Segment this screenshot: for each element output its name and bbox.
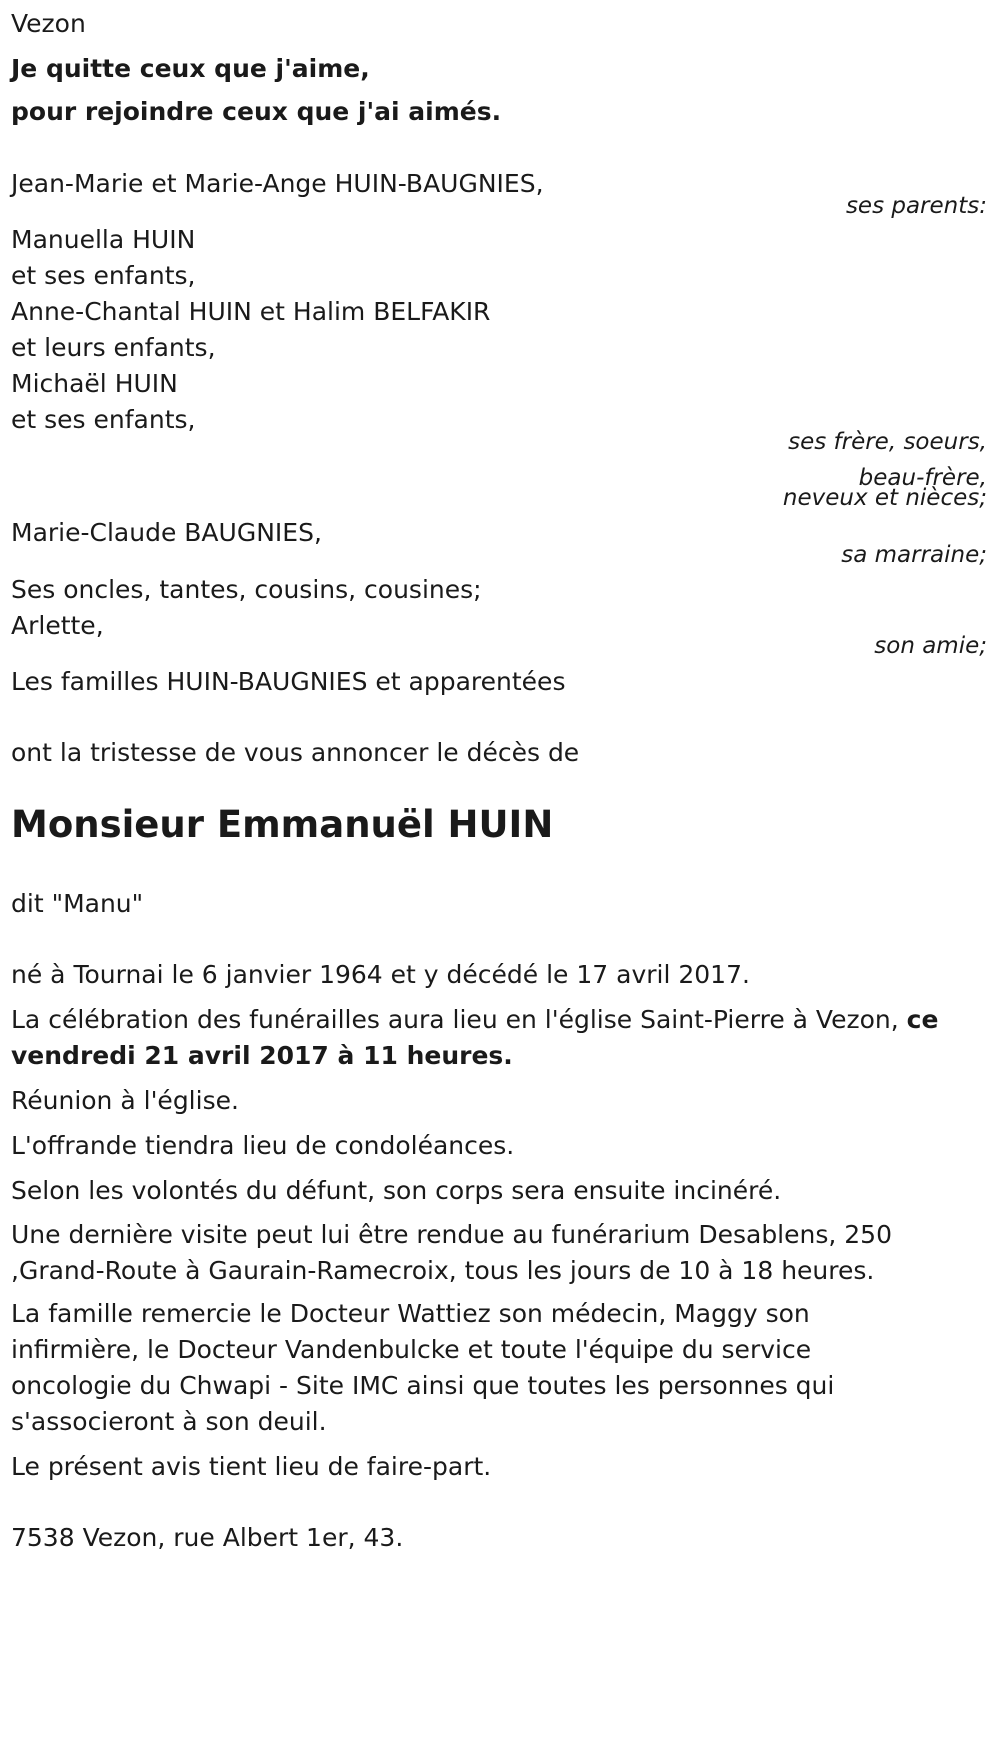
deceased-name: Monsieur Emmanuël HUIN [11,803,554,846]
ceremony-line-2: vendredi 21 avril 2017 à 11 heures. [11,1041,513,1070]
inlaw-role-line-2: neveux et nièces; [782,485,987,511]
ceremony-text: La célébration des funérailles aura lieu en l'église Saint-Pierre à Vezon, [11,1005,899,1034]
parents-role: ses parents: [845,193,987,219]
meeting-line: Réunion à l'église. [11,1086,239,1115]
quote-line-1: Je quitte ceux que j'aime, [11,54,370,83]
cremation-line: Selon les volontés du défunt, son corps sera ensuite incinéré. [11,1176,782,1205]
location-label: Vezon [11,9,86,38]
notice-line: Le présent avis tient lieu de faire-part. [11,1452,492,1481]
sibling-2-name: Anne-Chantal HUIN et Halim BELFAKIR [11,297,491,326]
thanks-line-2: infirmière, le Docteur Vandenbulcke et toute l'équipe du service [11,1335,812,1364]
ceremony-text-bold: ce [906,1005,939,1034]
friend-role: son amie; [874,633,987,659]
birth-death-line: né à Tournai le 6 janvier 1964 et y décédé le 17 avril 2017. [11,960,750,989]
sibling-3-name: Michaël HUIN [11,369,178,398]
announcement-intro: ont la tristesse de vous annoncer le décès de [11,738,580,767]
thanks-line-1: La famille remercie le Docteur Wattiez son médecin, Maggy son [11,1299,810,1328]
offering-line: L'offrande tiendra lieu de condoléances. [11,1131,515,1160]
sibling-2-children: et leurs enfants, [11,333,216,362]
inlaw-role-line-1: beau-frère, [858,465,987,491]
friend-name: Arlette, [11,611,104,640]
thanks-line-3: oncologie du Chwapi - Site IMC ainsi que toutes les personnes qui [11,1371,835,1400]
godmother-role: sa marraine; [841,542,987,568]
sibling-1-name: Manuella HUIN [11,225,196,254]
nickname: dit "Manu" [11,889,144,918]
visit-line-1: Une dernière visite peut lui être rendue au funérarium Desablens, 250 [11,1220,892,1249]
godmother-name: Marie-Claude BAUGNIES, [11,518,322,547]
visit-line-2: ,Grand-Route à Gaurain-Ramecroix, tous les jours de 10 à 18 heures. [11,1256,875,1285]
sibling-1-children: et ses enfants, [11,261,196,290]
relatives-line: Ses oncles, tantes, cousins, cousines; [11,575,482,604]
quote-line-2: pour rejoindre ceux que j'ai aimés. [11,97,502,126]
families-line: Les familles HUIN-BAUGNIES et apparentées [11,667,566,696]
siblings-role: ses frère, soeurs, [788,429,987,455]
parents-names: Jean-Marie et Marie-Ange HUIN-BAUGNIES, [11,169,544,198]
sibling-3-children: et ses enfants, [11,405,196,434]
address-line: 7538 Vezon, rue Albert 1er, 43. [11,1523,404,1552]
thanks-line-4: s'associeront à son deuil. [11,1407,327,1436]
ceremony-line-1 [11,1000,938,1040]
